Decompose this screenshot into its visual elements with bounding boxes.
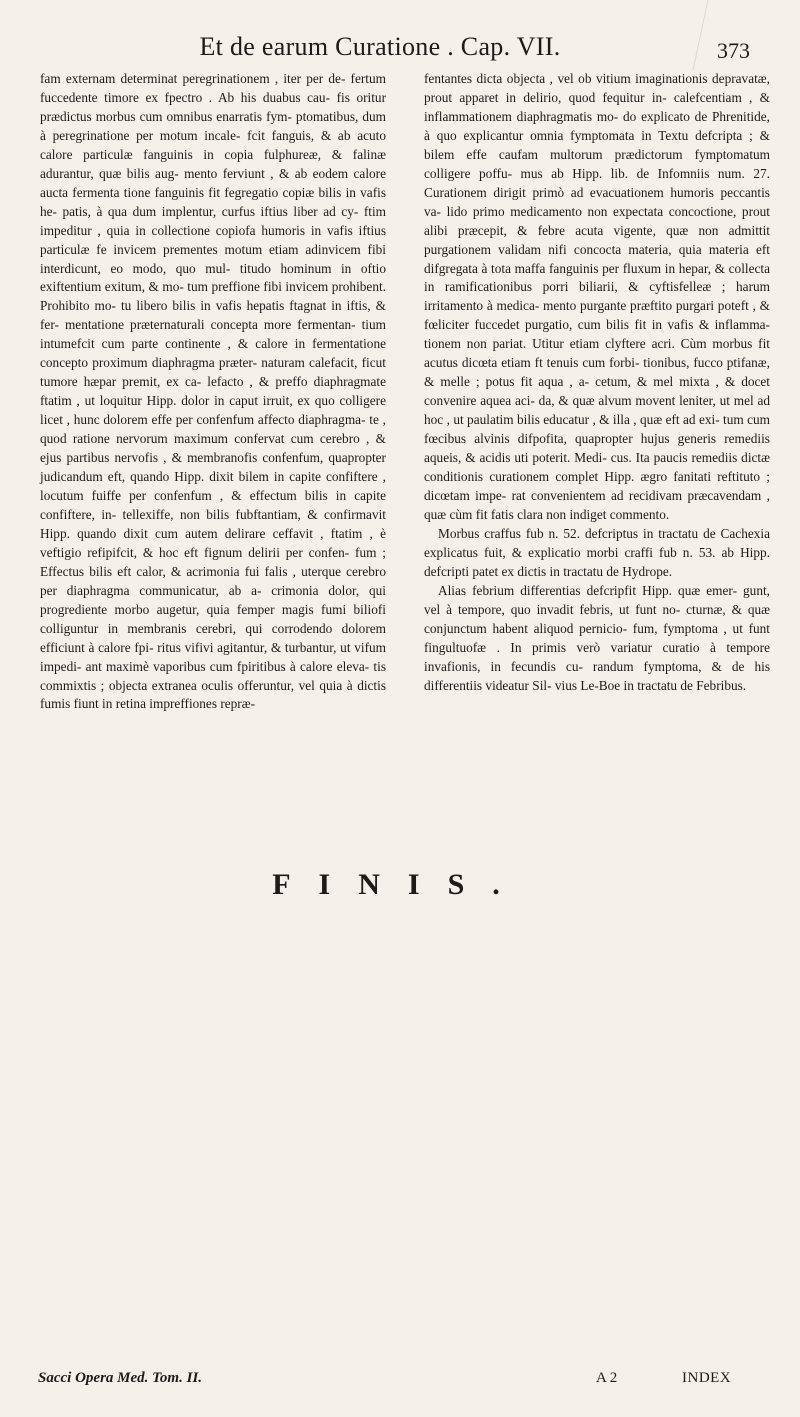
running-header xyxy=(40,28,760,74)
right-paragraph: Morbus craffus fub n. 52. defcriptus in tractatu de Cachexia explicatus fuit, & explicatio morbi craffi fub n. 53. ab Hipp. defcripti patet ex dictis in tractatu de Hydrope. xyxy=(424,525,770,579)
footer-catchword: INDEX xyxy=(682,1370,732,1386)
right-paragraph: Alias febrium differentias defcripfit Hipp. quæ emer- gunt, vel à tempore, quo invadit febris, ut funt no- cturnæ, & quæ conjunctum habent aliquod pernicio- fum, fymptoma , ut funt fingultuofæ . In primis verò variatur curatio à tempore invafionis, in fecundis cu- randum fymptoma, & de his differentiis videatur Sil- vius Le-Boe in tractatu de Febribus. xyxy=(424,582,770,693)
right-column xyxy=(424,70,770,695)
left-paragraph: fam externam determinat peregrinationem , iter per de- fertum fuccedente timore ex fpectro . Ab his duabus cau- fis oritur prædictus morbus cum omnibus enarratis fym- ptomatibus, dum à peregrinatione per motum incale- fcit fanguis, & ab acuto calore particulæ fanguinis in copia fulphureæ, & falinæ adurantur, quæ bilis aug- mento ferviunt , & ab eodem calore aucta fermenta tione fanguinis fit fegregatio copiæ bilis in vafis he- patis, à qua dum implentur, curfus iftius liber ad cy- ftim impeditur , quia in collectione copiofa humoris in vafis iftius particulæ fe invicem prementes motum etiam adinvicem fibi interdicunt, eo modo, quo mul- titudo hominum in oftio exiftentium exitum, & mo- tum preffione fibi invicem prohibent. Prohibito mo- tu libero bilis in vafis hepatis ftagnat in iftis, & fer- mentatione præternaturali concepta more fermentan- tium intumefcit cum parte continente , & calore in fermentatione concepto proximum diaphragma præter- naturam calefacit, ficut tumore hæpar premit, ex ca- lefacto , & preffo diaphragmate ftatim , ut loquitur Hipp. dolor in caput irruit, ex quo colligere licet , hunc dolorem effe per confenfum affecto diaphragma- te , quod ratione nervorum maximum confervat cum cerebro , & ejus partibus nervofis , & membranofis confenfum, quapropter judicandum eft, quando Hipp. dixit bilem in capite confiftere , locutum fuiffe per confenfum , & effectum bilis in capite confiftere, in- tellexiffe, non bilis fubftantiam, & confirmavit Hipp. quando dixit cum autem delirare ceffavit , ftatim , è veftigio refipifcit, & hoc eft fignum delirii per confen- fum ; Effectus bilis eft calor, & acrimonia fui falis , uterque cerebro per diaphragma communicatur, ab a- crimonia dolor, qui progrediente morbo augetur, quia femper magis fumi biliofi colliguntur in membranis cerebri, qui corrodendo dolorem efficiunt à calore fpi- ritus vifivi agitantur, & turbantur, ut vifum impedi- ant maximè vaporibus cum fpiritibus à calore eleva- tis commixtis ; objecta extranea oculis offeruntur, vel quia à dictis fumis fiunt in retina impreffiones repræ- xyxy=(40,71,386,712)
left-column xyxy=(40,70,386,714)
finis-heading: FINIS. xyxy=(272,868,528,901)
footer-work-title: Sacci Opera Med. Tom. II. xyxy=(38,1370,203,1386)
footer-signature: A 2 xyxy=(596,1370,618,1386)
right-paragraph: fentantes dicta objecta , vel ob vitium imaginationis depravatæ, prout apparet in delirio, quod fequitur in- calefcentiam , & inflammationem diaphragmatis mo- do explicato de Phrenitide, à quo explicantur omnia fymptomata in Textu defcripta ; & bilem effe caufam multorum prædictorum fymptomatum colligere poffu- mus ab Hipp. lib. de Infomniis num. 27. Curationem dirigit primò ad evacuationem humoris peccantis va- lido primo medicamento non expectata concoctione, prout alibi præcepit, & febre acuta vigente, quæ non admittit purgationem validam nifi concocta materia, quia materia eft difgregata à tota maffa fanguinis per fluxum in hepar, & collecta in ramificationibus porri biliarii, & cyftisfelleæ ; harum irritamento à medica- mento purgante præftito purgari poteft , & fœliciter fuccedet purgatio, cum bilis fit in vafis & inflamma- tionem non pariat. Utitur etiam clyftere acri. Cùm morbus fit acutus dicœta etiam ft tenuis cum forbi- tionibus, fucco ptifanæ, & melle ; potus fit aqua , a- cetum, & mel mixta , & docet convenire aquea aci- da, & quæ alvum movent leniter, ut mel ad hoc , ut paulatim bilis educatur , & illa , quæ eft ad exi- tum cum fœcibus alvinis difpofita, quapropter hujus generis remediis aqueis, & acidis uti poterit. Medi- cus. Ita paucis remediis dictæ conditionis curationem complet Hipp. ægro fanitati reftituto ; dicœtam impe- rat convenientem ad recidivam præcavendam , quæ cùm fit fatis clara non indiget commento. xyxy=(424,71,770,522)
header-title: Et de earum Curatione . Cap. VII. xyxy=(199,32,561,61)
page-number: 373 xyxy=(717,38,750,63)
